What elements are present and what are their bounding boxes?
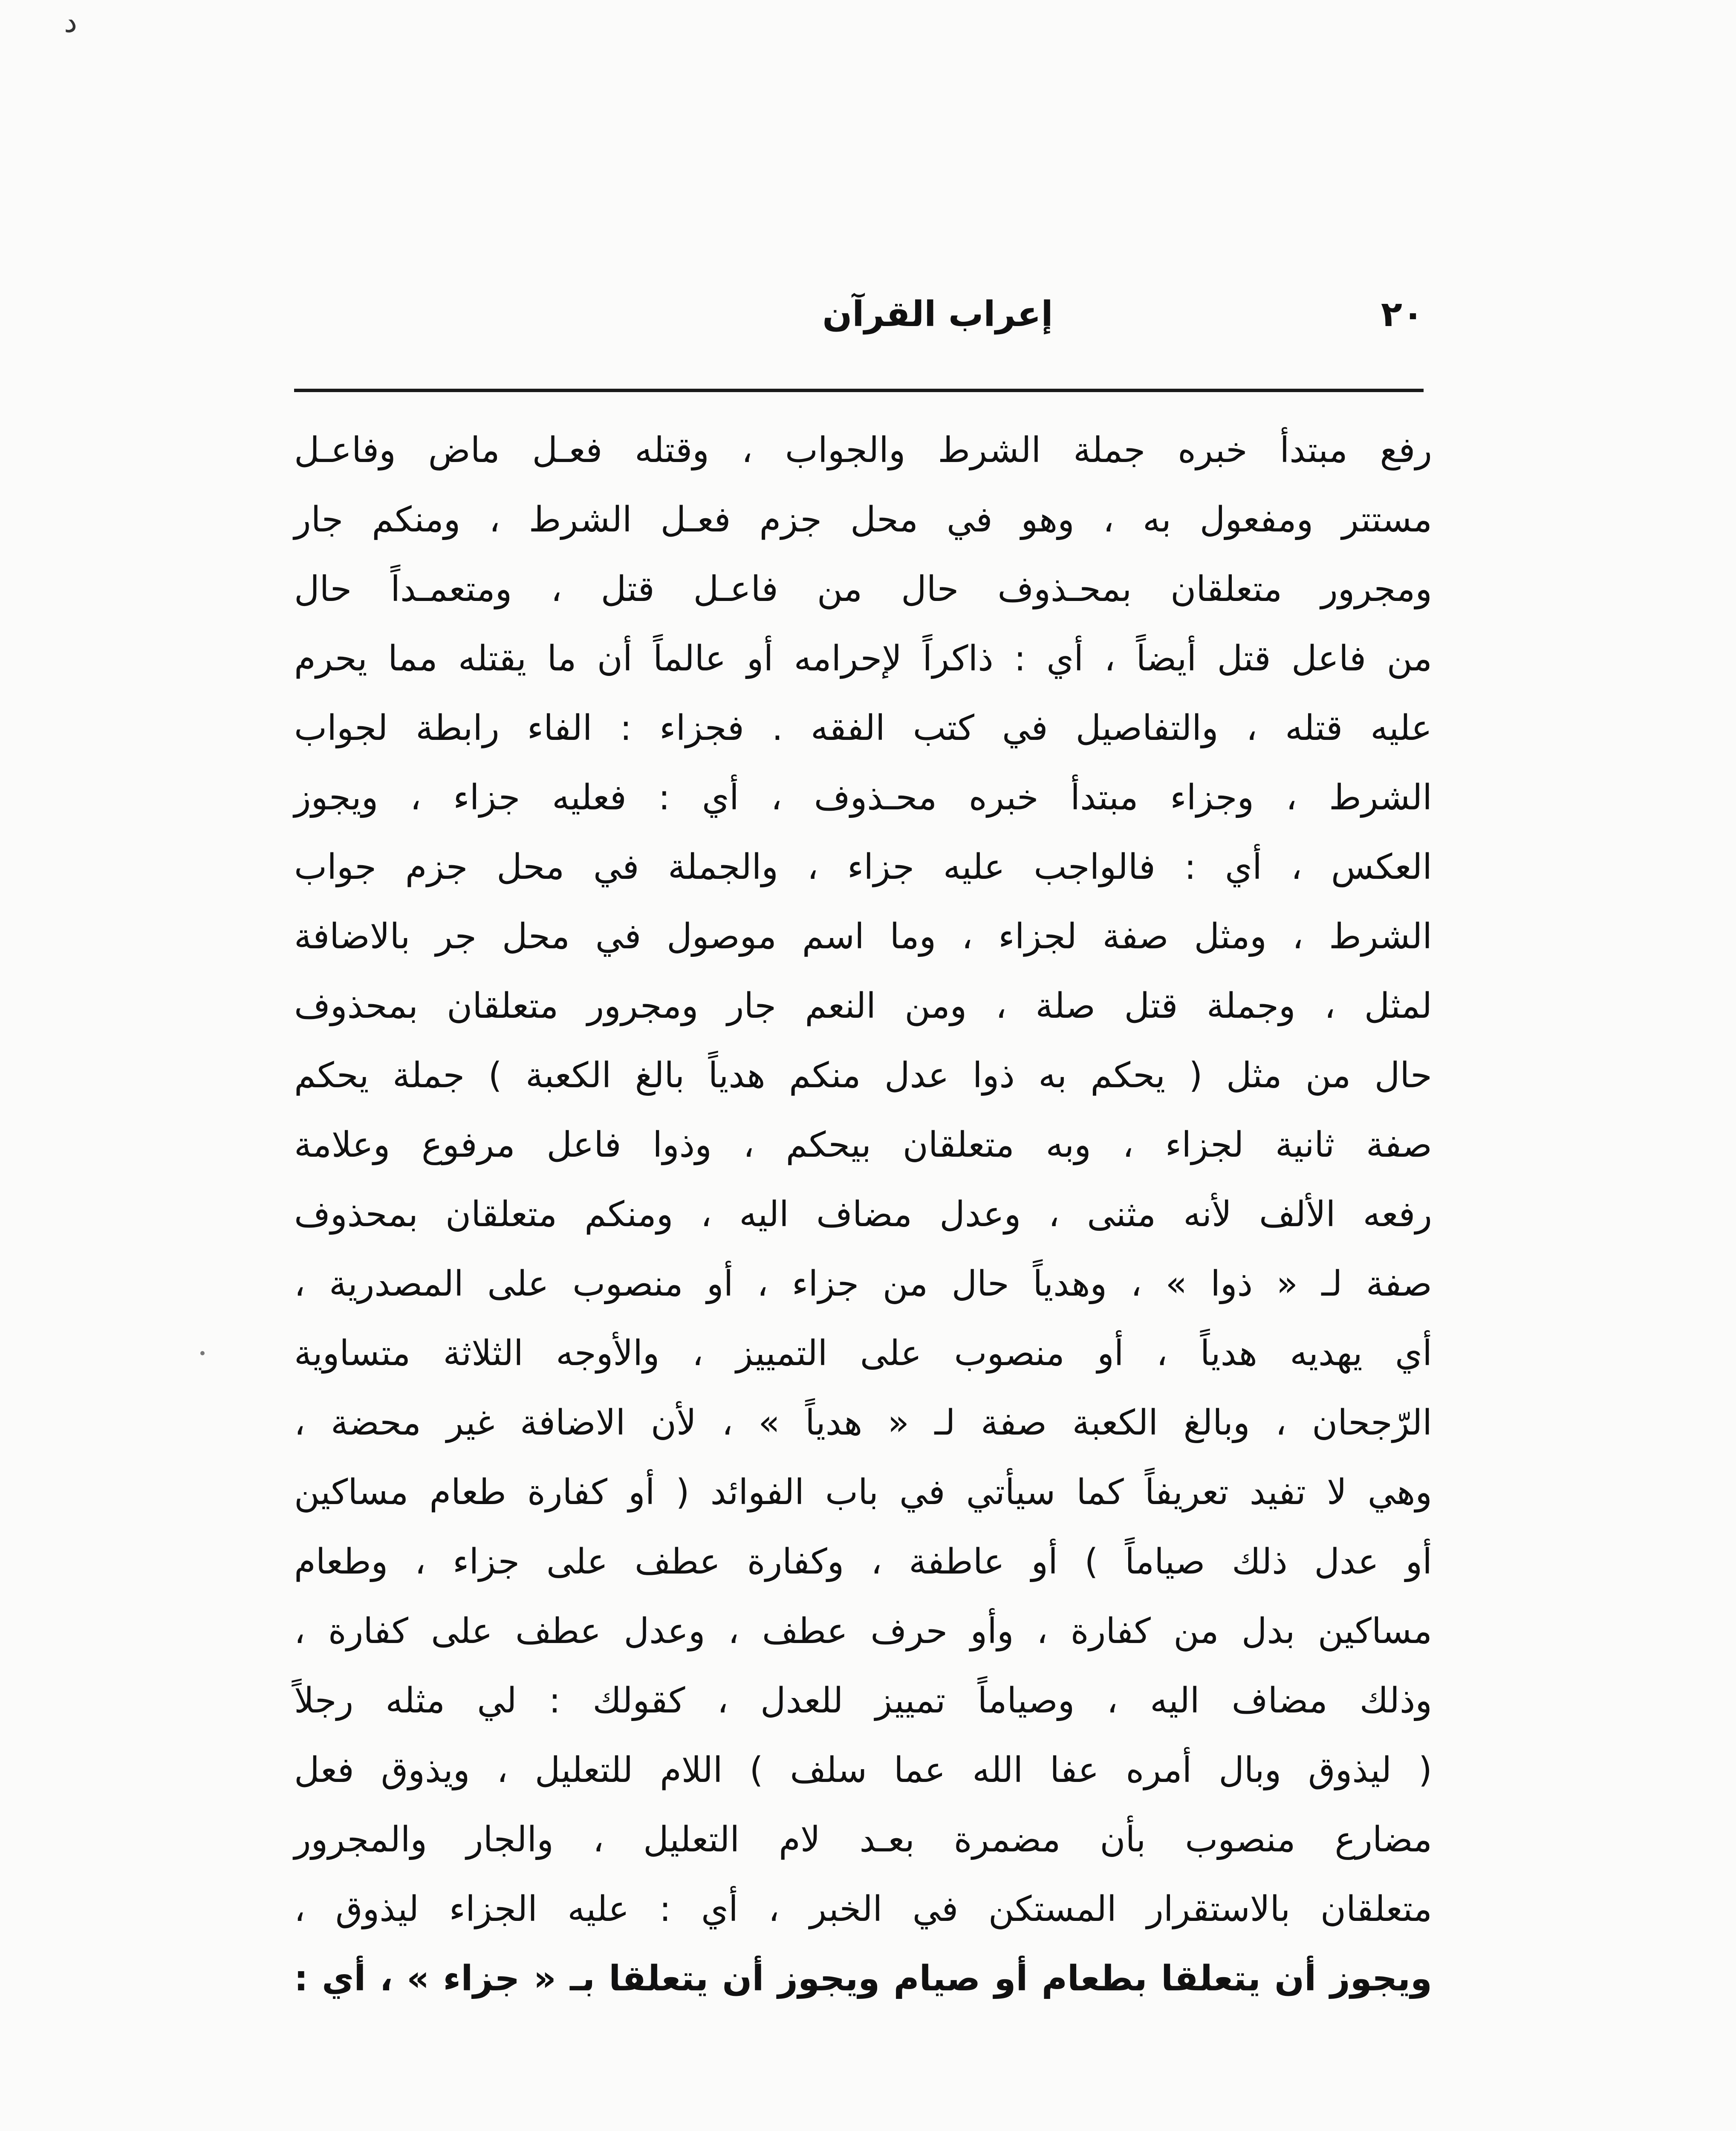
header-rule	[294, 389, 1424, 392]
text-line: لمثل ، وجملة قتل صلة ، ومن النعم جار ومجرور متعلقان بمحذوف	[294, 986, 1432, 1026]
text-line: الرّجحان ، وبالغ الكعبة صفة لـ « هدياً » ، لأن الاضافة غير محضة ،	[294, 1403, 1432, 1443]
corner-mark: د	[64, 4, 78, 39]
text-line: صفة لـ « ذوا » ، وهدياً حال من جزاء ، أو منصوب على المصدرية ،	[294, 1264, 1432, 1304]
page-header	[294, 294, 1424, 358]
text-line: مستتر ومفعول به ، وهو في محل جزم فعـل الشرط ، ومنكم جار	[294, 500, 1432, 540]
text-line: مساكين بدل من كفارة ، وأو حرف عطف ، وعدل عطف على كفارة ،	[294, 1611, 1432, 1652]
text-line: مضارع منصوب بأن مضمرة بعـد لام التعليل ، والجار والمجرور	[294, 1819, 1432, 1860]
running-title: إعراب القرآن	[822, 294, 1053, 335]
text-line: متعلقان بالاستقرار المستكن في الخبر ، أي : عليه الجزاء ليذوق ،	[294, 1889, 1432, 1929]
text-line: صفة ثانية لجزاء ، وبه متعلقان بيحكم ، وذوا فاعل مرفوع وعلامة	[294, 1125, 1432, 1165]
text-line: العكس ، أي : فالواجب عليه جزاء ، والجملة في محل جزم جواب	[294, 847, 1432, 887]
text-line: عليه قتله ، والتفاصيل في كتب الفقه . فجزاء : الفاء رابطة لجواب	[294, 708, 1432, 748]
text-line: حال من مثل ( يحكم به ذوا عدل منكم هدياً بالغ الكعبة ) جملة يحكم	[294, 1055, 1432, 1096]
text-line: رفع مبتدأ خبره جملة الشرط والجواب ، وقتله فعـل ماض وفاعـل	[294, 430, 1432, 471]
text-line: ويجوز أن يتعلقا بطعام أو صيام ويجوز أن يتعلقا بـ « جزاء » ، أي :	[294, 1958, 1432, 1999]
text-line: أي يهديه هدياً ، أو منصوب على التمييز ، والأوجه الثلاثة متساوية	[294, 1333, 1432, 1374]
text-line: الشرط ، ومثل صفة لجزاء ، وما اسم موصول في محل جر بالاضافة	[294, 916, 1432, 957]
text-line: ( ليذوق وبال أمره عفا الله عما سلف ) اللام للتعليل ، ويذوق فعل	[294, 1750, 1432, 1790]
text-line: من فاعل قتل أيضاً ، أي : ذاكراً لإحرامه أو عالماً أن ما يقتله مما يحرم	[294, 638, 1432, 679]
scan-speck	[200, 1351, 205, 1355]
page-number: ٢٠	[1381, 294, 1424, 335]
text-line: وذلك مضاف اليه ، وصياماً تمييز للعدل ، كقولك : لي مثله رجلاً	[294, 1681, 1432, 1721]
body-text	[294, 416, 1432, 2131]
text-line: أو عدل ذلك صياماً ) أو عاطفة ، وكفارة عطف على جزاء ، وطعام	[294, 1542, 1432, 1582]
text-line: رفعه الألف لأنه مثنى ، وعدل مضاف اليه ، ومنكم متعلقان بمحذوف	[294, 1194, 1432, 1235]
text-line: الشرط ، وجزاء مبتدأ خبره محـذوف ، أي : فعليه جزاء ، ويجوز	[294, 777, 1432, 818]
text-line: وهي لا تفيد تعريفاً كما سيأتي في باب الفوائد ( أو كفارة طعام مساكين	[294, 1472, 1432, 1513]
text-line: ومجرور متعلقان بمحـذوف حال من فاعـل قتل ، ومتعمـداً حال	[294, 569, 1432, 609]
